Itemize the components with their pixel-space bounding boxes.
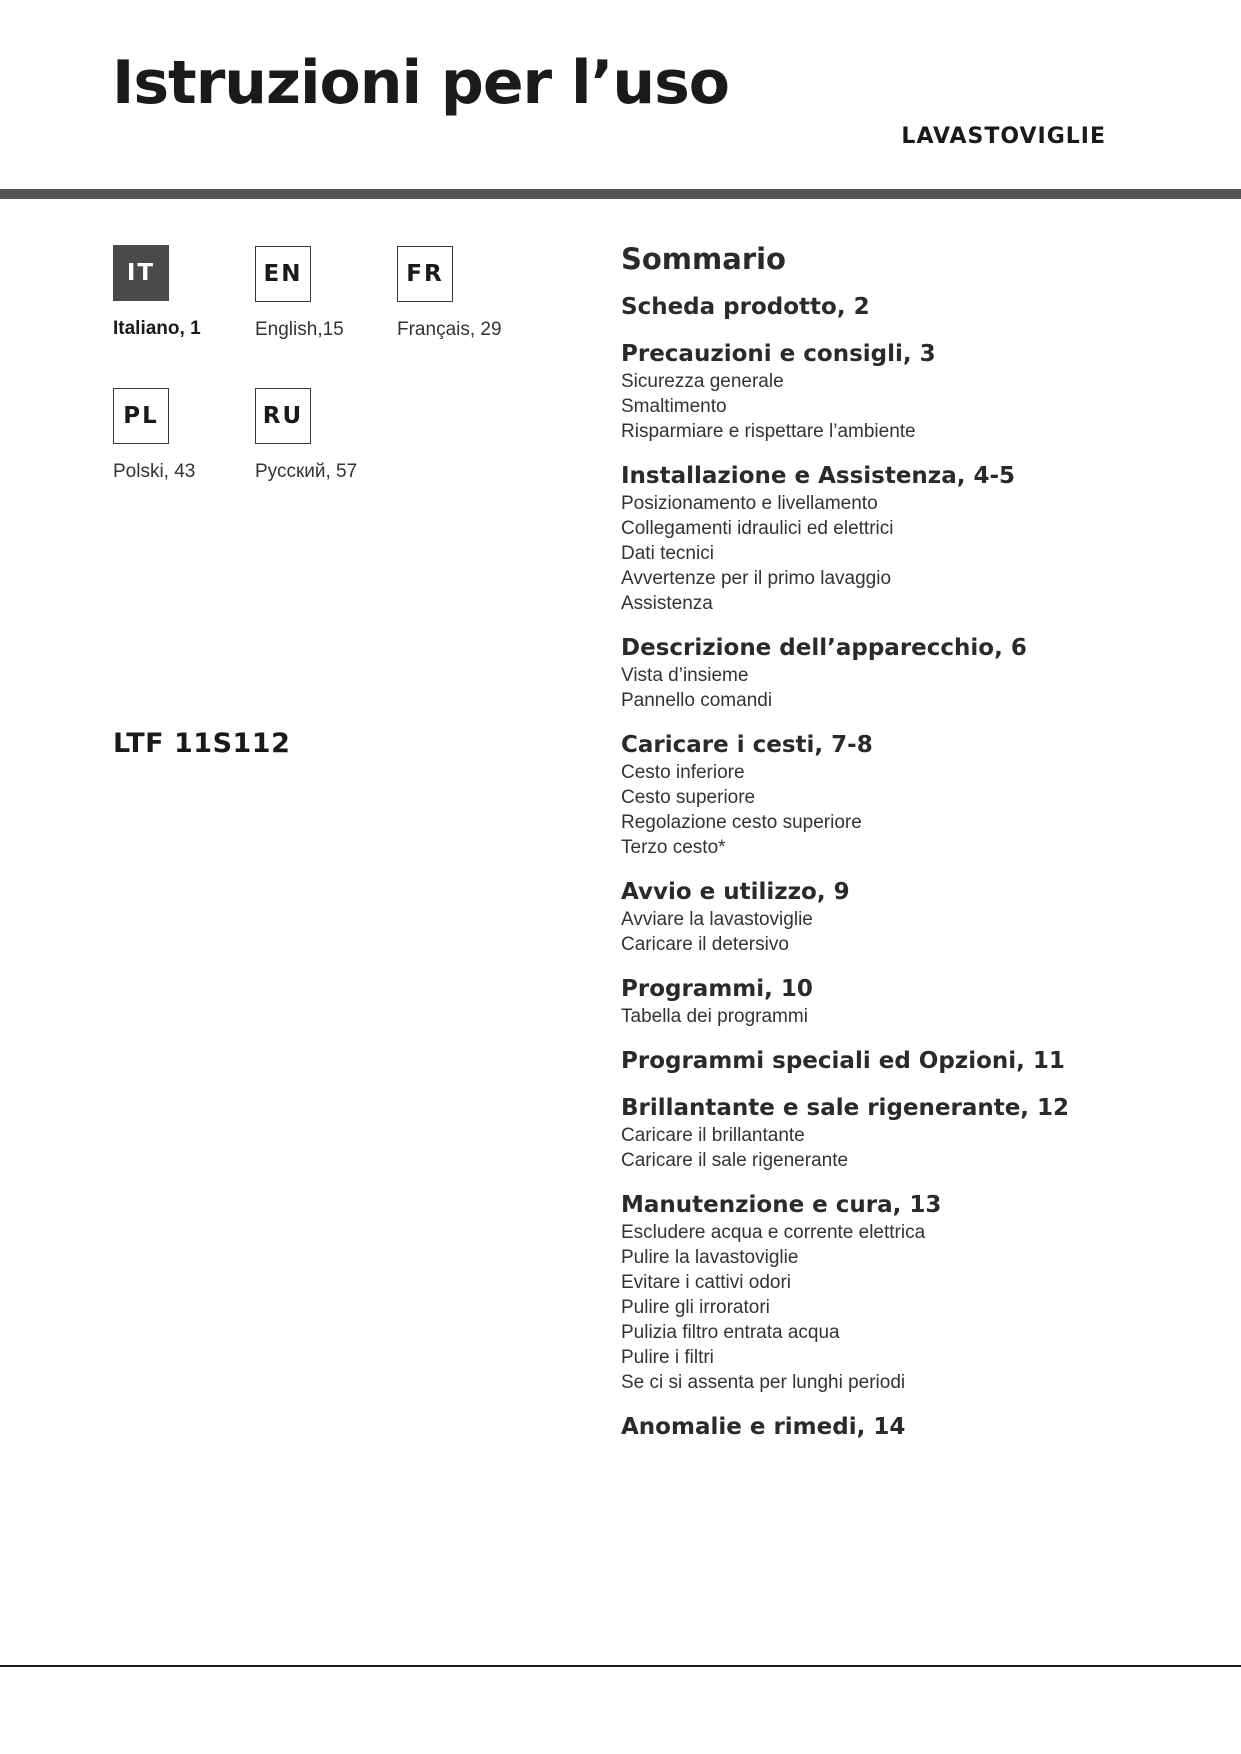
toc-heading[interactable]: Programmi, 10 [621, 976, 813, 1002]
language-italian[interactable] [113, 245, 263, 340]
toc-heading[interactable]: Installazione e Assistenza, 4-5 [621, 463, 1016, 489]
language-polish[interactable] [113, 388, 263, 483]
product-category: LAVASTOVIGLIE [901, 124, 1106, 149]
toc-subitem[interactable]: Avvertenze per il primo lavaggio [621, 568, 892, 589]
language-label: Polski, 43 [113, 461, 196, 482]
toc-subitem[interactable]: Escludere acqua e corrente elettrica [621, 1222, 926, 1243]
toc-heading[interactable]: Scheda prodotto, 2 [621, 294, 870, 320]
toc-heading[interactable]: Manutenzione e cura, 13 [621, 1192, 942, 1218]
toc-subitem[interactable]: Pulire i filtri [621, 1347, 714, 1368]
language-label: Русский, 57 [255, 461, 358, 482]
toc-subitem[interactable]: Caricare il brillantante [621, 1125, 805, 1146]
page-title: Istruzioni per l’uso [112, 48, 730, 118]
toc-subitem[interactable]: Collegamenti idraulici ed elettrici [621, 518, 894, 539]
language-code-box[interactable]: FR [397, 246, 453, 302]
toc-subitem[interactable]: Smaltimento [621, 396, 727, 417]
toc-heading[interactable]: Brillantante e sale rigenerante, 12 [621, 1095, 1070, 1121]
toc-section [621, 877, 1181, 957]
toc-heading[interactable]: Caricare i cesti, 7-8 [621, 732, 873, 758]
language-code-box[interactable]: EN [255, 246, 311, 302]
toc-subitem[interactable]: Evitare i cattivi odori [621, 1272, 792, 1293]
language-code-box[interactable]: PL [113, 388, 169, 444]
toc-heading[interactable]: Anomalie e rimedi, 14 [621, 1414, 906, 1440]
toc-title: Sommario [621, 242, 786, 276]
language-russian[interactable] [255, 388, 405, 483]
toc-section [621, 1046, 1181, 1076]
toc-section [621, 730, 1181, 860]
toc-section [621, 633, 1181, 713]
toc-subitem[interactable]: Tabella dei programmi [621, 1006, 808, 1027]
toc-subitem[interactable]: Assistenza [621, 593, 713, 614]
toc-subitem[interactable]: Regolazione cesto superiore [621, 812, 862, 833]
toc-subitem[interactable]: Vista d’insieme [621, 665, 749, 686]
model-number: LTF 11S112 [113, 728, 291, 759]
language-label: English,15 [255, 319, 344, 340]
header-divider [0, 189, 1241, 199]
toc-subitem[interactable]: Pulire gli irroratori [621, 1297, 770, 1318]
toc-section [621, 1093, 1181, 1173]
language-label: Français, 29 [397, 319, 502, 340]
toc-subitem[interactable]: Posizionamento e livellamento [621, 493, 878, 514]
language-selector [113, 245, 563, 505]
toc-section [621, 339, 1181, 444]
toc-heading[interactable]: Precauzioni e consigli, 3 [621, 341, 936, 367]
toc-subitem[interactable]: Caricare il sale rigenerante [621, 1150, 849, 1171]
toc-heading[interactable]: Avvio e utilizzo, 9 [621, 879, 850, 905]
toc-subitem[interactable]: Cesto inferiore [621, 762, 745, 783]
toc-section [621, 292, 1181, 322]
toc-subitem[interactable]: Se ci si assenta per lunghi periodi [621, 1372, 906, 1393]
toc-subitem[interactable]: Risparmiare e rispettare l’ambiente [621, 421, 916, 442]
footer-divider [0, 1665, 1241, 1667]
toc-section [621, 461, 1181, 616]
toc-subitem[interactable]: Avviare la lavastoviglie [621, 909, 813, 930]
toc-section [621, 974, 1181, 1029]
toc-subitem[interactable]: Cesto superiore [621, 787, 756, 808]
table-of-contents [621, 242, 1181, 1459]
language-label: Italiano, 1 [113, 318, 201, 339]
toc-section [621, 1412, 1181, 1442]
language-code-box[interactable]: RU [255, 388, 311, 444]
toc-sections [621, 292, 1181, 1442]
toc-subitem[interactable]: Terzo cesto* [621, 837, 726, 858]
toc-subitem[interactable]: Caricare il detersivo [621, 934, 789, 955]
toc-subitem[interactable]: Pulizia filtro entrata acqua [621, 1322, 840, 1343]
toc-subitem[interactable]: Dati tecnici [621, 543, 714, 564]
language-french[interactable] [397, 246, 547, 341]
toc-subitem[interactable]: Pulire la lavastoviglie [621, 1247, 799, 1268]
toc-subitem[interactable]: Sicurezza generale [621, 371, 784, 392]
language-english[interactable] [255, 246, 405, 341]
toc-heading[interactable]: Descrizione dell’apparecchio, 6 [621, 635, 1027, 661]
toc-section [621, 1190, 1181, 1395]
language-code-box[interactable]: IT [113, 245, 169, 301]
toc-subitem[interactable]: Pannello comandi [621, 690, 773, 711]
toc-heading[interactable]: Programmi speciali ed Opzioni, 11 [621, 1048, 1065, 1074]
